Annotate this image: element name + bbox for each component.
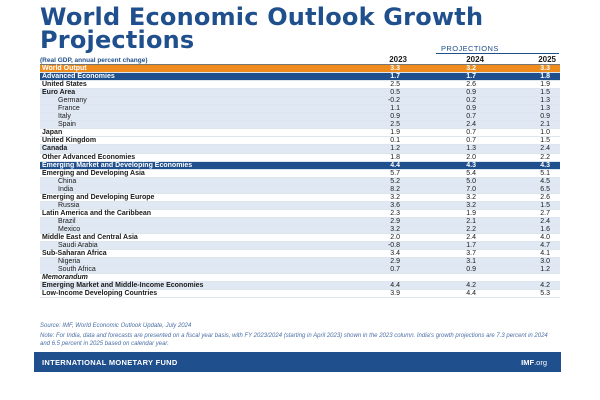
projections-label: PROJECTIONS bbox=[441, 44, 499, 53]
row-value-2023: 2.5 bbox=[390, 121, 400, 129]
row-value-2023: 8.2 bbox=[390, 185, 400, 193]
row-value-2024: 5.4 bbox=[466, 169, 476, 177]
row-label: Emerging and Developing Asia bbox=[42, 169, 145, 177]
row-value-2024: 0.7 bbox=[466, 137, 476, 145]
row-value-2025: 2.6 bbox=[540, 193, 550, 201]
table-row bbox=[40, 97, 560, 105]
row-label: World Output bbox=[42, 65, 87, 72]
row-label: Italy bbox=[58, 113, 71, 121]
row-label: Japan bbox=[42, 129, 63, 137]
row-value-2023: 4.4 bbox=[390, 161, 400, 169]
row-value-2023: 5.7 bbox=[390, 169, 400, 177]
table-row bbox=[40, 202, 560, 210]
table-row bbox=[40, 210, 560, 218]
row-value-2025: 4.5 bbox=[540, 177, 550, 185]
row-label: Low-Income Developing Countries bbox=[42, 290, 158, 298]
row-label: Brazil bbox=[58, 217, 76, 225]
table-row bbox=[40, 170, 560, 178]
table-row bbox=[40, 194, 560, 202]
row-value-2025: 1.3 bbox=[540, 97, 550, 105]
row-value-2024: 2.4 bbox=[466, 233, 476, 241]
row-value-2024: 2.0 bbox=[466, 153, 476, 161]
table-row bbox=[40, 81, 560, 89]
row-value-2025: 1.5 bbox=[540, 137, 550, 145]
row-value-2025: 3.3 bbox=[540, 65, 550, 72]
table-row bbox=[40, 266, 560, 274]
row-label: United States bbox=[42, 81, 87, 89]
row-value-2023: 2.9 bbox=[390, 258, 400, 266]
row-value-2025: 1.5 bbox=[540, 89, 550, 97]
table-row bbox=[40, 113, 560, 121]
growth-table bbox=[40, 65, 560, 298]
row-value-2025: 5.1 bbox=[540, 169, 550, 177]
row-label: Sub-Saharan Africa bbox=[42, 250, 107, 258]
row-value-2024: 3.2 bbox=[466, 65, 476, 72]
row-value-2025: 1.9 bbox=[540, 81, 550, 89]
row-label: Nigeria bbox=[58, 258, 81, 266]
row-value-2023: 5.2 bbox=[390, 177, 400, 185]
row-value-2023: -0.2 bbox=[387, 97, 400, 105]
source-text: Source: IMF, World Economic Outlook Update, July 2024 bbox=[40, 323, 192, 329]
row-value-2023: 1.1 bbox=[390, 105, 400, 113]
row-value-2025: 4.2 bbox=[540, 282, 550, 290]
row-value-2025: 4.0 bbox=[540, 233, 550, 241]
row-value-2024: 2.2 bbox=[466, 225, 476, 233]
row-label: Spain bbox=[58, 121, 76, 129]
table-row bbox=[40, 89, 560, 97]
row-value-2023: 2.3 bbox=[390, 209, 400, 217]
row-value-2024: 0.9 bbox=[466, 266, 476, 274]
row-value-2025: 3.0 bbox=[540, 258, 550, 266]
row-label: China bbox=[58, 177, 77, 185]
row-value-2024: 0.9 bbox=[466, 105, 476, 113]
page-title: World Economic Outlook Growth Projections bbox=[40, 3, 484, 54]
row-value-2025: 4.1 bbox=[540, 250, 550, 258]
table-row bbox=[40, 154, 560, 162]
row-value-2025: 2.2 bbox=[540, 153, 550, 161]
table-row bbox=[40, 178, 560, 186]
footer-bar bbox=[34, 352, 561, 372]
row-value-2023: 0.5 bbox=[390, 89, 400, 97]
row-value-2024: 1.9 bbox=[466, 209, 476, 217]
row-value-2025: 5.3 bbox=[540, 290, 550, 298]
row-value-2024: 4.2 bbox=[466, 282, 476, 290]
row-value-2025: 1.3 bbox=[540, 105, 550, 113]
row-label: Canada bbox=[42, 145, 68, 153]
row-value-2024: 0.9 bbox=[466, 89, 476, 97]
row-value-2023: 2.5 bbox=[390, 81, 400, 89]
row-value-2023: 3.6 bbox=[390, 201, 400, 209]
row-label: Mexico bbox=[58, 225, 81, 233]
table-row bbox=[40, 162, 560, 170]
row-value-2023: 3.9 bbox=[390, 290, 400, 298]
outlook-card bbox=[34, 0, 561, 400]
row-value-2024: 3.2 bbox=[466, 201, 476, 209]
table-row bbox=[40, 186, 560, 194]
column-header-2025: 2025 bbox=[538, 55, 556, 64]
row-value-2024: 0.7 bbox=[466, 129, 476, 137]
row-value-2025: 2.4 bbox=[540, 217, 550, 225]
footer-website-link[interactable] bbox=[521, 358, 547, 367]
row-value-2023: 1.7 bbox=[390, 73, 400, 81]
table-row bbox=[40, 105, 560, 113]
row-value-2023: -0.8 bbox=[387, 242, 400, 250]
table-row bbox=[40, 258, 560, 266]
column-header-2023: 2023 bbox=[389, 55, 407, 64]
row-value-2025: 4.7 bbox=[540, 242, 550, 250]
row-value-2023: 3.2 bbox=[390, 193, 400, 201]
row-label: Emerging and Developing Europe bbox=[42, 193, 155, 201]
table-row bbox=[40, 137, 560, 145]
row-value-2023: 2.0 bbox=[390, 233, 400, 241]
row-label: Middle East and Central Asia bbox=[42, 233, 138, 241]
table-row bbox=[40, 282, 560, 290]
table-row bbox=[40, 242, 560, 250]
row-label: South Africa bbox=[58, 266, 96, 274]
row-value-2024: 3.1 bbox=[466, 258, 476, 266]
footer-org-name: INTERNATIONAL MONETARY FUND bbox=[42, 358, 178, 367]
row-label: Euro Area bbox=[42, 89, 76, 97]
row-value-2023: 3.3 bbox=[390, 65, 400, 72]
row-label: Latin America and the Caribbean bbox=[42, 209, 152, 217]
table-row bbox=[40, 234, 560, 242]
table-row bbox=[40, 274, 560, 282]
table-row bbox=[40, 129, 560, 137]
row-value-2024: 1.3 bbox=[466, 145, 476, 153]
row-value-2023: 0.7 bbox=[390, 266, 400, 274]
table-row bbox=[40, 121, 560, 129]
column-header-2024: 2024 bbox=[466, 55, 484, 64]
row-value-2024: 4.3 bbox=[466, 161, 476, 169]
row-value-2025: 1.6 bbox=[540, 225, 550, 233]
row-value-2024: 7.0 bbox=[466, 185, 476, 193]
row-value-2025: 2.1 bbox=[540, 121, 550, 129]
row-value-2025: 2.4 bbox=[540, 145, 550, 153]
row-value-2024: 4.4 bbox=[466, 290, 476, 298]
table-row bbox=[40, 290, 560, 298]
row-value-2025: 1.0 bbox=[540, 129, 550, 137]
table-row bbox=[40, 218, 560, 226]
row-value-2024: 0.7 bbox=[466, 113, 476, 121]
row-value-2024: 2.4 bbox=[466, 121, 476, 129]
row-label: Advanced Economies bbox=[42, 73, 115, 81]
table-row bbox=[40, 226, 560, 234]
row-value-2023: 3.2 bbox=[390, 225, 400, 233]
row-value-2023: 1.2 bbox=[390, 145, 400, 153]
row-label: United Kingdom bbox=[42, 137, 97, 145]
row-value-2025: 1.5 bbox=[540, 201, 550, 209]
row-value-2025: 2.7 bbox=[540, 209, 550, 217]
row-label: Memorandum bbox=[42, 274, 88, 282]
row-label: Russia bbox=[58, 201, 80, 209]
table-row bbox=[40, 73, 560, 81]
row-value-2024: 3.7 bbox=[466, 250, 476, 258]
row-value-2024: 1.7 bbox=[466, 242, 476, 250]
row-value-2023: 3.4 bbox=[390, 250, 400, 258]
row-label: Emerging Market and Middle-Income Economies bbox=[42, 282, 204, 290]
footer-website-bold: IMF bbox=[521, 358, 535, 367]
table-subheading: (Real GDP, annual percent change) bbox=[40, 57, 148, 64]
row-value-2025: 0.9 bbox=[540, 113, 550, 121]
row-label: Other Advanced Economies bbox=[42, 153, 136, 161]
row-value-2024: 5.0 bbox=[466, 177, 476, 185]
row-value-2023: 0.1 bbox=[390, 137, 400, 145]
row-label: France bbox=[58, 105, 80, 113]
row-value-2024: 2.1 bbox=[466, 217, 476, 225]
row-value-2024: 0.2 bbox=[466, 97, 476, 105]
row-value-2025: 1.8 bbox=[540, 73, 550, 81]
row-value-2025: 1.2 bbox=[540, 266, 550, 274]
row-value-2024: 1.7 bbox=[466, 73, 476, 81]
row-label: Saudi Arabia bbox=[58, 242, 98, 250]
note-text: Note: For India, data and forecasts are presented on a fiscal year basis, with FY 2023/2024 (starting in April 2023) shown in the 2023 column. India's growth projections are 7.3 percent in 2024 and 6.5 percent in 2025 based on calendar year. bbox=[40, 333, 548, 347]
row-label: India bbox=[58, 185, 74, 193]
footer-website-suffix: .org bbox=[534, 358, 547, 367]
row-value-2023: 1.8 bbox=[390, 153, 400, 161]
row-value-2024: 2.6 bbox=[466, 81, 476, 89]
row-value-2023: 1.9 bbox=[390, 129, 400, 137]
row-value-2024: 3.2 bbox=[466, 193, 476, 201]
row-label: Emerging Market and Developing Economies bbox=[42, 161, 193, 169]
table-row bbox=[40, 145, 560, 153]
projections-divider bbox=[436, 53, 559, 54]
table-row bbox=[40, 65, 560, 73]
table-row bbox=[40, 250, 560, 258]
row-label: Germany bbox=[58, 97, 87, 105]
row-value-2023: 2.9 bbox=[390, 217, 400, 225]
row-value-2023: 4.4 bbox=[390, 282, 400, 290]
row-value-2025: 4.3 bbox=[540, 161, 550, 169]
row-value-2023: 0.9 bbox=[390, 113, 400, 121]
row-value-2025: 6.5 bbox=[540, 185, 550, 193]
